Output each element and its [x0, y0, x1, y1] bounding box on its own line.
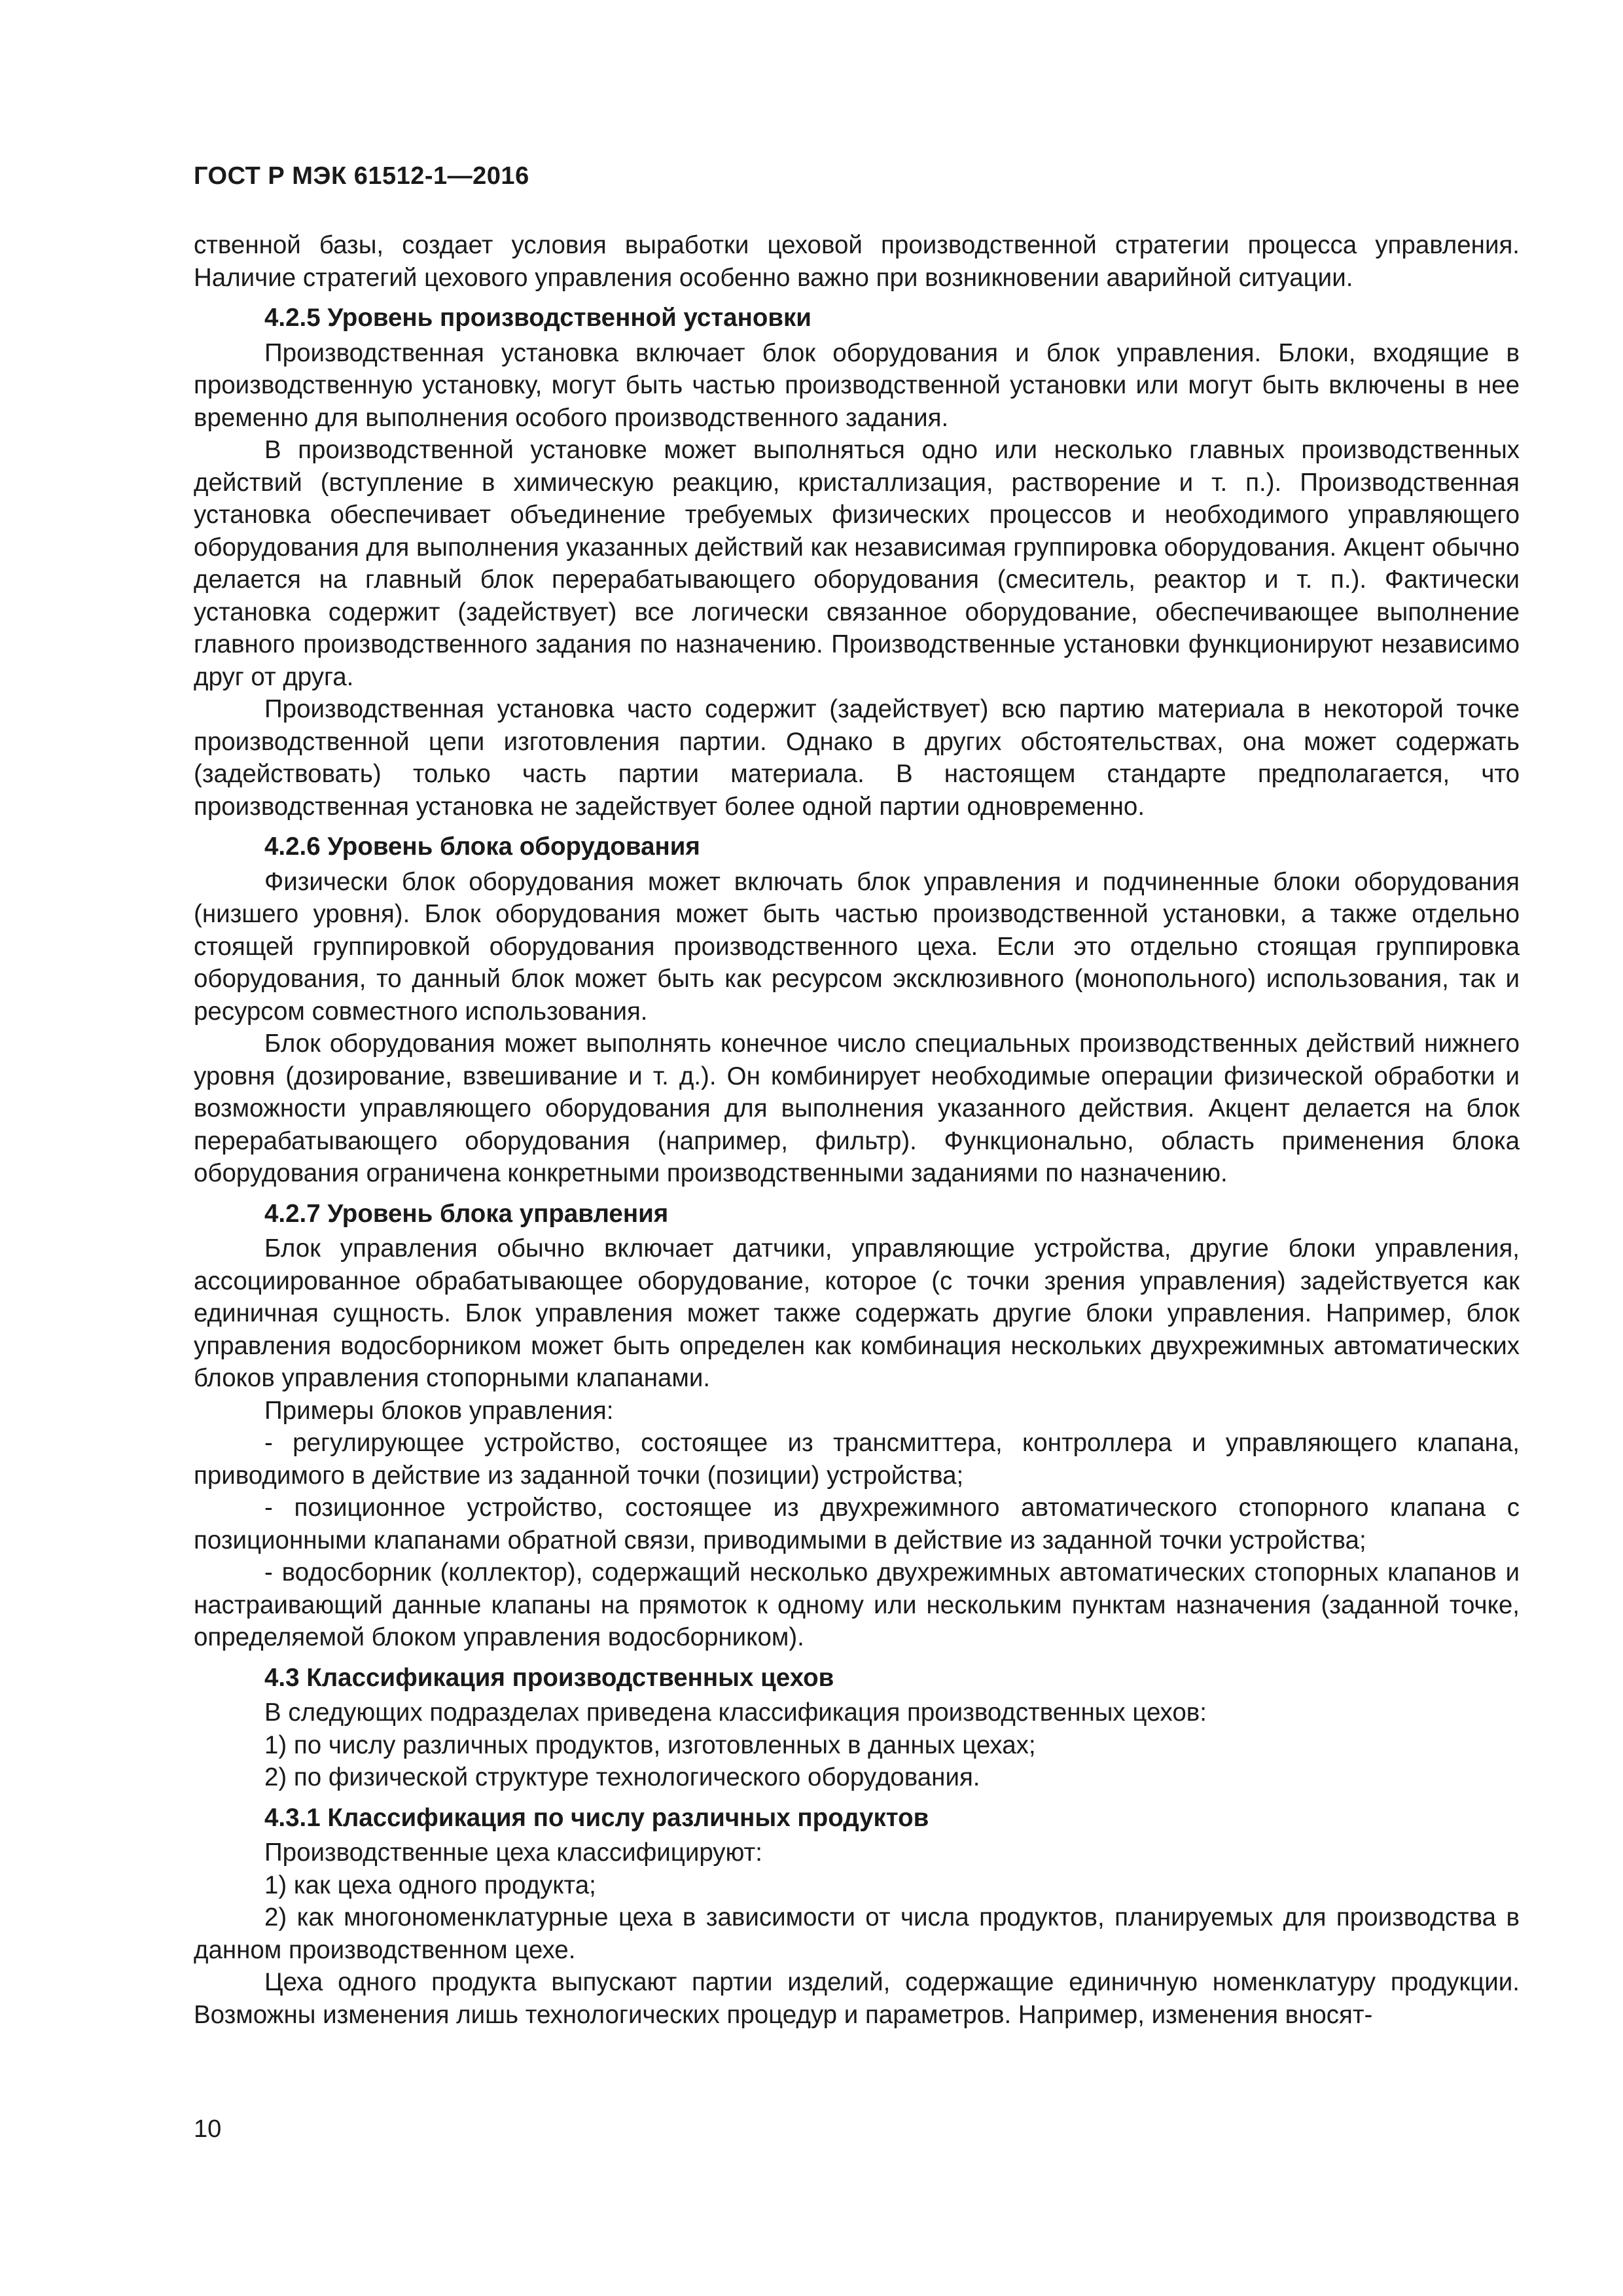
section-heading: 4.2.7 Уровень блока управления	[264, 1199, 669, 1228]
paragraph: В производственной установке может выполняться одно или несколько главных производственных действий (вступление в химическую реакцию, кристаллизация, растворение и т. п.). Производственная установка обеспечивает объединение требуемых физических процессов и необходимого управляющего оборудования для выполнения указанных действий как независимая группировка оборудования. Акцент обычно делается на главный блок перерабатывающего оборудования (смеситель, реактор и т. п.). Фактически установка содержит (задействует) все логически связанное оборудование, обеспечивающее выполнение главного производственного задания по назначению. Производственные установки функционируют независимо друг от друга.	[194, 436, 1520, 691]
paragraph: Производственная установка часто содержит (задействует) всю партию материала в некоторой точке производственной цепи изготовления партии. Однако в других обстоятельствах, она может содержать (задействовать) только часть партии материала. В настоящем стандарте предполагается, что производственная установка не задействует более одной партии одновременно.	[194, 695, 1520, 821]
list-item: - позиционное устройство, состоящее из двухрежимного автоматического стопорного клапана с позиционными клапанами обратной связи, приводимыми в действие из заданной точки устройства;	[194, 1494, 1520, 1554]
document-body	[194, 229, 1520, 2031]
paragraph: Примеры блоков управления:	[264, 1396, 614, 1425]
list-item: - регулирующее устройство, состоящее из трансмиттера, контроллера и управляющего клапана, приводимого в действие из заданной точки (позиции) устройства;	[194, 1429, 1520, 1490]
list-item: 1) по числу различных продуктов, изготовленных в данных цехах;	[264, 1731, 1036, 1759]
paragraph: ственной базы, создает условия выработки цеховой производственной стратегии процесса управления. Наличие стратегий цехового управления особенно важно при возникновении аварийной ситуации.	[194, 231, 1520, 292]
list-item: - водосборник (коллектор), содержащий несколько двухрежимных автоматических стопорных клапанов и настраивающий данные клапаны на прямоток к одному или нескольким пунктам назначения (заданной точке, определяемой блоком управления водосборником).	[194, 1558, 1520, 1651]
paragraph: Блок оборудования может выполнять конечное число специальных производственных действий нижнего уровня (дозирование, взвешивание и т. д.). Он комбинирует необходимые операции физической обработки и возможности управляющего оборудования для выполнения указанного действия. Акцент делается на блок перерабатывающего оборудования (например, фильтр). Функционально, область применения блока оборудования ограничена конкретными производственными заданиями по назначению.	[194, 1030, 1520, 1187]
section-heading: 4.3.1 Классификация по числу различных продуктов	[264, 1803, 929, 1832]
list-item: 2) как многономенклатурные цеха в зависимости от числа продуктов, планируемых для производства в данном производственном цехе.	[194, 1903, 1520, 1964]
paragraph: Производственная установка включает блок оборудования и блок управления. Блоки, входящие в производственную установку, могут быть частью производственной установки или могут быть включены в нее временно для выполнения особого производственного задания.	[194, 338, 1520, 432]
list-item: 1) как цеха одного продукта;	[264, 1871, 596, 1899]
paragraph: Блок управления обычно включает датчики, управляющие устройства, другие блоки управления, ассоциированное обрабатывающее оборудование, которое (с точки зрения управления) задействуется как единичная сущность. Блок управления может также содержать другие блоки управления. Например, блок управления водосборником может быть определен как комбинация нескольких двухрежимных автоматических блоков управления стопорными клапанами.	[194, 1234, 1520, 1392]
paragraph: В следующих подразделах приведена классификация производственных цехов:	[264, 1698, 1207, 1727]
section-heading: 4.3 Классификация производственных цехов	[264, 1663, 834, 1692]
paragraph: Физически блок оборудования может включать блок управления и подчиненные блоки оборудования (низшего уровня). Блок оборудования может быть частью производственной установки, а также отдельно стоящей группировкой оборудования производственного цеха. Если это отдельно стоящая группировка оборудования, то данный блок может быть как ресурсом эксклюзивного (монопольного) использования, так и ресурсом совместного использования.	[194, 867, 1520, 1026]
paragraph: Цеха одного продукта выпускают партии изделий, содержащие единичную номенклатуру продукции. Возможны изменения лишь технологических процедур и параметров. Например, изменения вносят-	[194, 1968, 1520, 2029]
paragraph: Производственные цеха классифицируют:	[264, 1839, 762, 1867]
page-number: 10	[194, 2115, 222, 2143]
section-heading: 4.2.6 Уровень блока оборудования	[264, 833, 700, 861]
section-heading: 4.2.5 Уровень производственной установки	[264, 304, 812, 332]
document-header: ГОСТ Р МЭК 61512-1—2016	[194, 162, 529, 190]
list-item: 2) по физической структуре технологического оборудования.	[264, 1763, 980, 1791]
